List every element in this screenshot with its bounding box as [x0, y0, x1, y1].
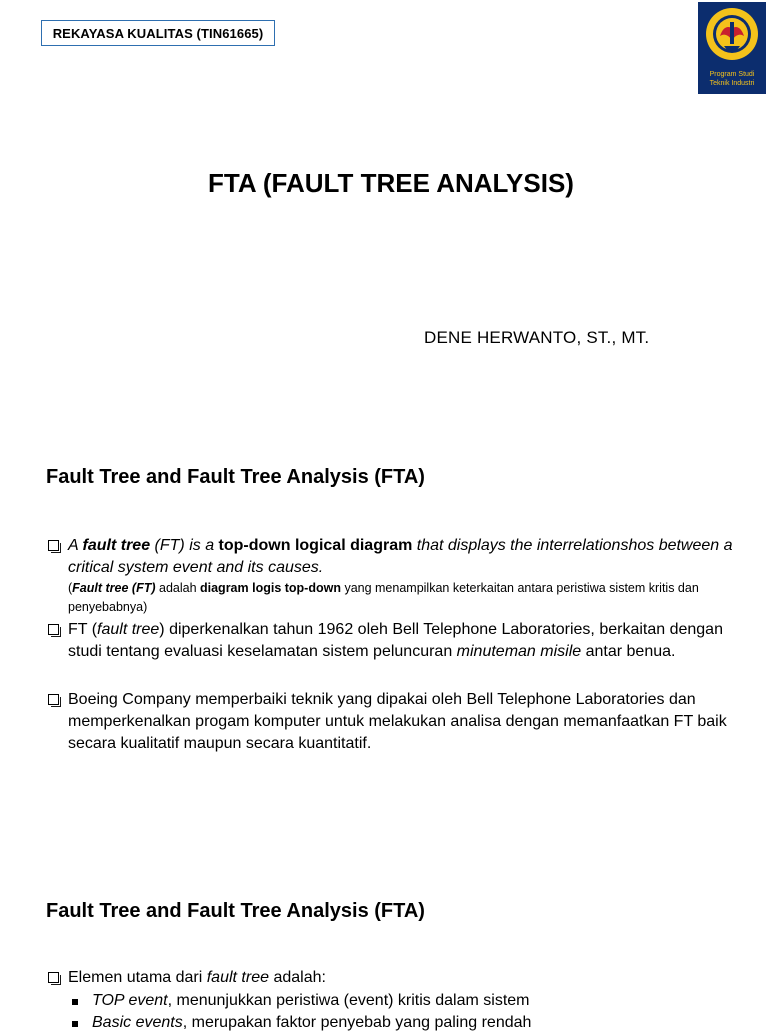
section-heading-1: Fault Tree and Fault Tree Analysis (FTA)	[46, 466, 425, 488]
slide-title: FTA (FAULT TREE ANALYSIS)	[208, 168, 574, 198]
square-bullet-icon	[72, 1021, 78, 1027]
author-name: DENE HERWANTO, ST., MT.	[424, 328, 650, 347]
bullet-2	[48, 619, 748, 663]
checkbox-bullet-icon	[48, 540, 59, 551]
sub-bullet-2	[72, 1012, 752, 1034]
bullet-4-text: Elemen utama dari fault tree adalah:	[68, 969, 326, 986]
logo-line2: Teknik Industri	[709, 80, 755, 87]
section-heading-2: Fault Tree and Fault Tree Analysis (FTA)	[46, 900, 425, 922]
checkbox-bullet-icon	[48, 624, 59, 635]
checkbox-bullet-icon	[48, 972, 59, 983]
bullet-1	[48, 535, 748, 617]
checkbox-bullet-icon	[48, 694, 59, 705]
bullet-2-text: FT (fault tree) diperkenalkan tahun 1962 oleh Bell Telephone Laboratories, berkaitan dengan studi tentang evaluasi keselamatan sistem peluncuran minuteman misile antar benua.	[68, 621, 723, 660]
bullet-1-translation: (Fault tree (FT) adalah diagram logis top-down yang menampilkan keterkaitan antara peristiwa sistem kritis dan penyebabnya)	[68, 581, 699, 614]
university-logo	[698, 2, 766, 94]
sub-bullet-2-text: Basic events, merupakan faktor penyebab yang paling rendah	[92, 1014, 532, 1031]
course-label: REKAYASA KUALITAS (TIN61665)	[41, 20, 275, 46]
sub-bullet-1-text: TOP event, menunjukkan peristiwa (event) kritis dalam sistem	[92, 992, 530, 1009]
bullet-3	[48, 689, 748, 755]
sub-bullet-1	[72, 990, 752, 1012]
square-bullet-icon	[72, 999, 78, 1005]
emblem-icon	[704, 6, 760, 62]
bullet-4	[48, 967, 748, 989]
bullet-3-text: Boeing Company memperbaiki teknik yang dipakai oleh Bell Telephone Laboratories dan memperkenalkan progam komputer untuk melakukan analisa dengan memanfaatkan FT baik secara kualitatif maupun secara kuantitatif.	[68, 691, 727, 752]
bullet-1-text: A fault tree (FT) is a top-down logical diagram that displays the interrelationshos between a critical system event and its causes.	[68, 537, 733, 576]
logo-line1: Program Studi	[709, 71, 755, 78]
